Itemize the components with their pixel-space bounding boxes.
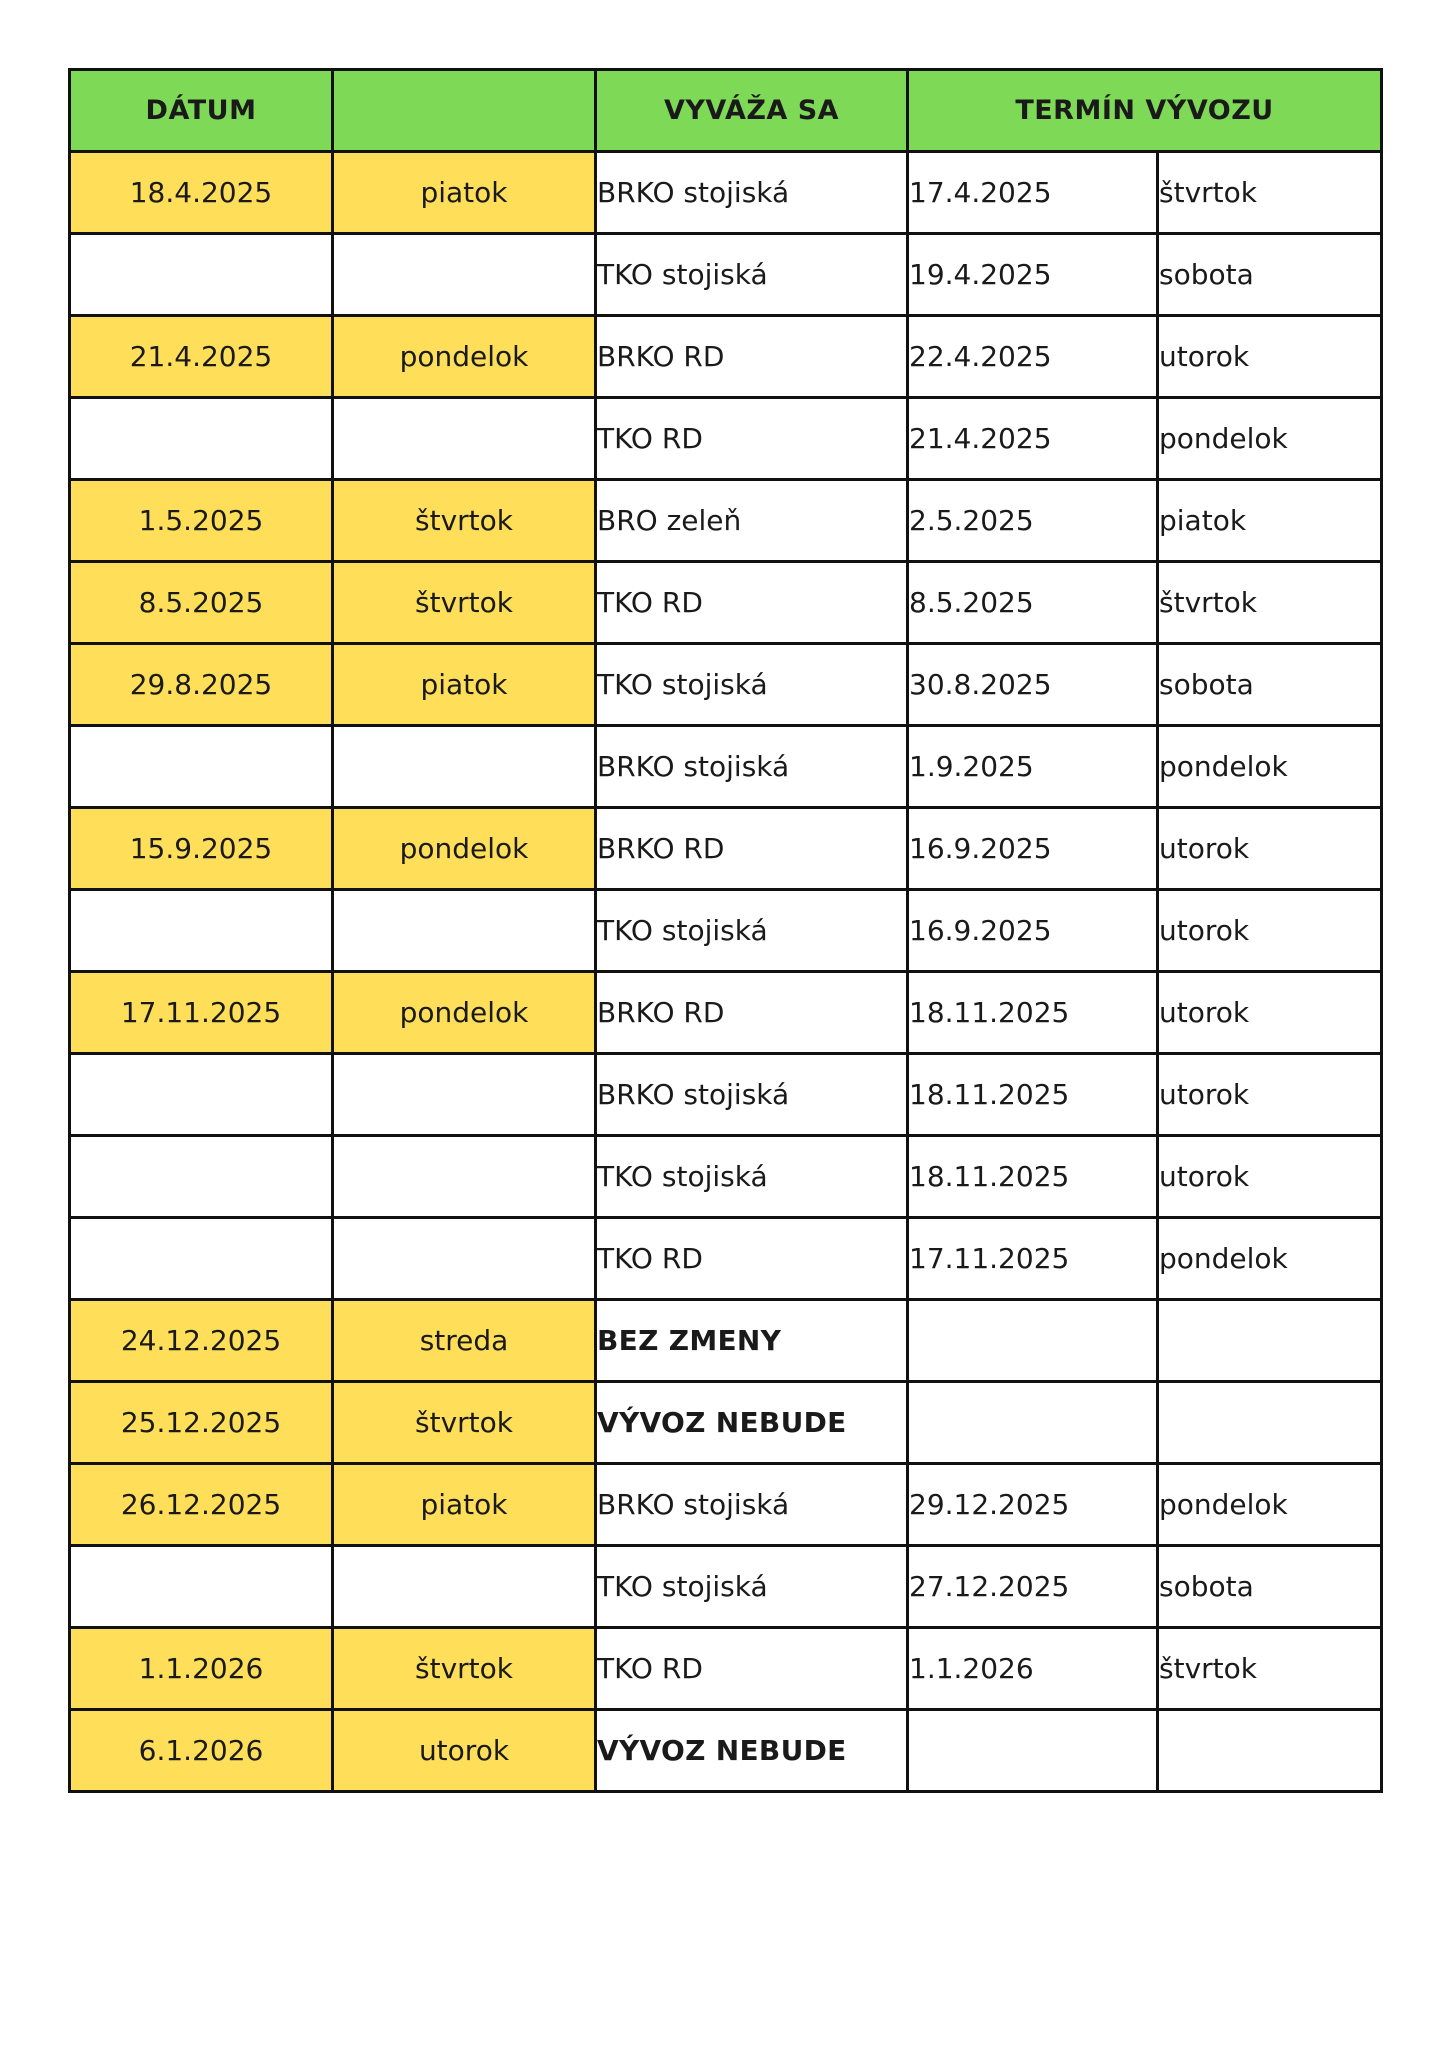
holiday-date-cell: 26.12.2025 <box>70 1464 333 1546</box>
collection-date-cell: 18.11.2025 <box>908 972 1158 1054</box>
waste-type-cell: BRKO RD <box>596 808 908 890</box>
table-row <box>70 480 1382 562</box>
table-row <box>70 1710 1382 1792</box>
header-collected-waste: VYVÁŽA SA <box>596 70 908 152</box>
table-row <box>70 562 1382 644</box>
table-row <box>70 1382 1382 1464</box>
collection-date-cell: 17.11.2025 <box>908 1218 1158 1300</box>
table-row <box>70 1628 1382 1710</box>
holiday-day-cell: štvrtok <box>333 1628 596 1710</box>
holiday-day-cell: štvrtok <box>333 562 596 644</box>
collection-day-cell: sobota <box>1158 1546 1382 1628</box>
collection-day-cell: pondelok <box>1158 1218 1382 1300</box>
waste-type-cell: BRO zeleň <box>596 480 908 562</box>
waste-type-cell: TKO stojiská <box>596 1136 908 1218</box>
collection-date-cell: 19.4.2025 <box>908 234 1158 316</box>
collection-day-cell <box>1158 1382 1382 1464</box>
waste-type-cell: TKO stojiská <box>596 890 908 972</box>
holiday-day-cell <box>333 1218 596 1300</box>
collection-date-cell: 27.12.2025 <box>908 1546 1158 1628</box>
collection-date-cell <box>908 1300 1158 1382</box>
holiday-date-cell: 21.4.2025 <box>70 316 333 398</box>
collection-day-cell <box>1158 1710 1382 1792</box>
holiday-date-cell <box>70 398 333 480</box>
table-row <box>70 890 1382 972</box>
table-row <box>70 1054 1382 1136</box>
collection-date-cell: 16.9.2025 <box>908 808 1158 890</box>
collection-date-cell: 30.8.2025 <box>908 644 1158 726</box>
table-row <box>70 316 1382 398</box>
holiday-date-cell: 8.5.2025 <box>70 562 333 644</box>
holiday-date-cell: 29.8.2025 <box>70 644 333 726</box>
waste-type-cell: TKO RD <box>596 1218 908 1300</box>
collection-day-cell: štvrtok <box>1158 152 1382 234</box>
header-date: DÁTUM <box>70 70 333 152</box>
collection-day-cell: utorok <box>1158 316 1382 398</box>
holiday-day-cell: pondelok <box>333 316 596 398</box>
holiday-day-cell <box>333 234 596 316</box>
holiday-date-cell <box>70 1546 333 1628</box>
collection-date-cell: 16.9.2025 <box>908 890 1158 972</box>
collection-date-cell <box>908 1710 1158 1792</box>
holiday-day-cell: streda <box>333 1300 596 1382</box>
holiday-date-cell <box>70 1054 333 1136</box>
collection-day-cell: utorok <box>1158 1136 1382 1218</box>
holiday-day-cell: piatok <box>333 152 596 234</box>
header-day <box>333 70 596 152</box>
collection-date-cell: 2.5.2025 <box>908 480 1158 562</box>
collection-day-cell: utorok <box>1158 972 1382 1054</box>
notice-cell: VÝVOZ NEBUDE <box>596 1382 908 1464</box>
table-row <box>70 152 1382 234</box>
collection-day-cell: utorok <box>1158 808 1382 890</box>
table-row <box>70 808 1382 890</box>
collection-day-cell: pondelok <box>1158 398 1382 480</box>
notice-cell: VÝVOZ NEBUDE <box>596 1710 908 1792</box>
collection-day-cell: sobota <box>1158 644 1382 726</box>
holiday-date-cell <box>70 1218 333 1300</box>
table-row <box>70 726 1382 808</box>
table-row <box>70 1136 1382 1218</box>
holiday-day-cell <box>333 890 596 972</box>
holiday-date-cell: 18.4.2025 <box>70 152 333 234</box>
waste-type-cell: TKO stojiská <box>596 644 908 726</box>
header-collection-term: TERMÍN VÝVOZU <box>908 70 1382 152</box>
waste-type-cell: BRKO stojiská <box>596 1054 908 1136</box>
waste-collection-schedule-table <box>68 68 1383 1793</box>
holiday-day-cell <box>333 1546 596 1628</box>
collection-day-cell: utorok <box>1158 1054 1382 1136</box>
holiday-date-cell: 25.12.2025 <box>70 1382 333 1464</box>
collection-date-cell: 1.1.2026 <box>908 1628 1158 1710</box>
waste-type-cell: BRKO RD <box>596 972 908 1054</box>
collection-date-cell: 22.4.2025 <box>908 316 1158 398</box>
holiday-date-cell: 6.1.2026 <box>70 1710 333 1792</box>
holiday-day-cell: pondelok <box>333 808 596 890</box>
holiday-date-cell <box>70 1136 333 1218</box>
collection-date-cell: 18.11.2025 <box>908 1054 1158 1136</box>
waste-type-cell: TKO RD <box>596 562 908 644</box>
table-row <box>70 1546 1382 1628</box>
holiday-date-cell: 15.9.2025 <box>70 808 333 890</box>
waste-type-cell: BRKO RD <box>596 316 908 398</box>
collection-day-cell: štvrtok <box>1158 562 1382 644</box>
table-row <box>70 398 1382 480</box>
holiday-day-cell <box>333 1054 596 1136</box>
holiday-date-cell: 24.12.2025 <box>70 1300 333 1382</box>
table-row <box>70 972 1382 1054</box>
table-row <box>70 1218 1382 1300</box>
collection-day-cell: pondelok <box>1158 1464 1382 1546</box>
collection-date-cell: 17.4.2025 <box>908 152 1158 234</box>
waste-type-cell: BRKO stojiská <box>596 1464 908 1546</box>
holiday-day-cell <box>333 398 596 480</box>
waste-type-cell: TKO stojiská <box>596 1546 908 1628</box>
holiday-day-cell <box>333 726 596 808</box>
collection-day-cell <box>1158 1300 1382 1382</box>
collection-day-cell: štvrtok <box>1158 1628 1382 1710</box>
holiday-date-cell: 17.11.2025 <box>70 972 333 1054</box>
holiday-date-cell <box>70 726 333 808</box>
table-row <box>70 1300 1382 1382</box>
collection-date-cell: 18.11.2025 <box>908 1136 1158 1218</box>
collection-day-cell: utorok <box>1158 890 1382 972</box>
notice-cell: BEZ ZMENY <box>596 1300 908 1382</box>
holiday-day-cell: štvrtok <box>333 480 596 562</box>
collection-day-cell: piatok <box>1158 480 1382 562</box>
waste-type-cell: TKO stojiská <box>596 234 908 316</box>
waste-type-cell: BRKO stojiská <box>596 152 908 234</box>
waste-type-cell: BRKO stojiská <box>596 726 908 808</box>
collection-date-cell <box>908 1382 1158 1464</box>
table-header-row <box>70 70 1382 152</box>
holiday-date-cell <box>70 234 333 316</box>
table-body <box>70 152 1382 1792</box>
table-row <box>70 1464 1382 1546</box>
collection-date-cell: 8.5.2025 <box>908 562 1158 644</box>
collection-day-cell: sobota <box>1158 234 1382 316</box>
holiday-date-cell: 1.1.2026 <box>70 1628 333 1710</box>
holiday-day-cell: piatok <box>333 1464 596 1546</box>
holiday-date-cell: 1.5.2025 <box>70 480 333 562</box>
holiday-day-cell: utorok <box>333 1710 596 1792</box>
holiday-day-cell: piatok <box>333 644 596 726</box>
table-row <box>70 644 1382 726</box>
holiday-day-cell <box>333 1136 596 1218</box>
collection-day-cell: pondelok <box>1158 726 1382 808</box>
holiday-day-cell: pondelok <box>333 972 596 1054</box>
table-row <box>70 234 1382 316</box>
holiday-day-cell: štvrtok <box>333 1382 596 1464</box>
waste-type-cell: TKO RD <box>596 1628 908 1710</box>
collection-date-cell: 29.12.2025 <box>908 1464 1158 1546</box>
waste-type-cell: TKO RD <box>596 398 908 480</box>
collection-date-cell: 21.4.2025 <box>908 398 1158 480</box>
collection-date-cell: 1.9.2025 <box>908 726 1158 808</box>
holiday-date-cell <box>70 890 333 972</box>
